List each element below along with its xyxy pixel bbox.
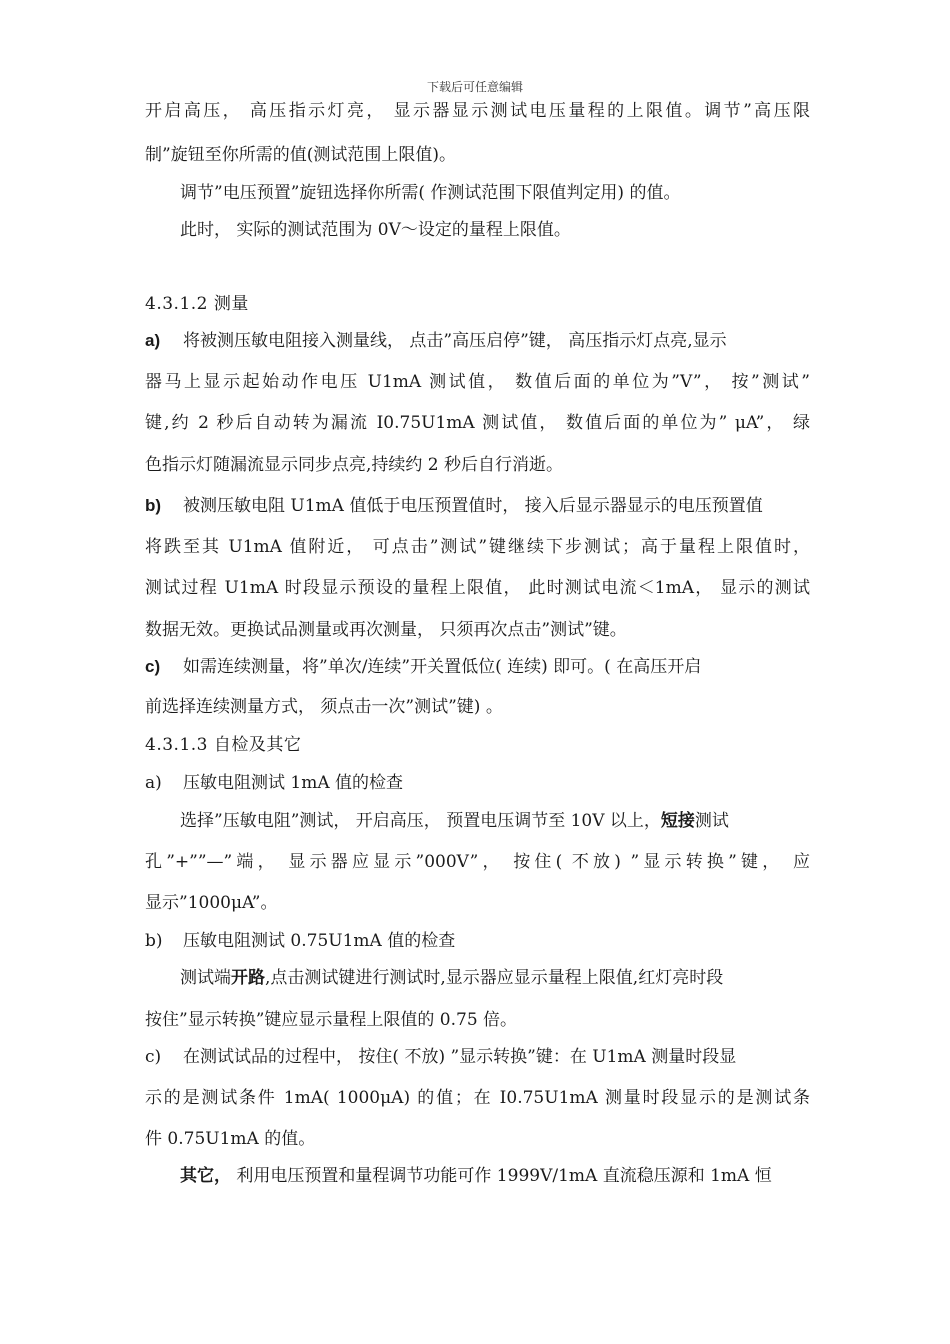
- text-run: 测试: [694, 811, 729, 831]
- list-item: [145, 773, 810, 793]
- header-note: 下载后可任意编辑: [426, 80, 523, 94]
- list-label: b): [145, 496, 162, 515]
- paragraph-line: 此时， 实际的测试范围为 0V～设定的量程上限值。: [180, 220, 571, 240]
- paragraph-line: [180, 1166, 845, 1186]
- list-label: c): [145, 1047, 162, 1067]
- list-item: [145, 496, 810, 516]
- bold-term: 开路: [231, 968, 265, 988]
- list-text: 被测压敏电阻 U1mA 值低于电压预置值时， 接入后显示器显示的电压预置值: [183, 496, 763, 516]
- paragraph-line: 显示”1000μA”。: [145, 893, 278, 913]
- list-text: 压敏电阻测试 1mA 值的检查: [183, 773, 404, 793]
- section-heading: 4.3.1.2 测量: [145, 294, 249, 314]
- list-label: a): [145, 773, 162, 793]
- list-label: c): [145, 657, 161, 676]
- list-text: 在测试试品的过程中， 按住( 不放) ”显示转换”键：在 U1mA 测量时段显: [183, 1047, 737, 1067]
- list-item: [145, 331, 810, 351]
- bold-term: 其它，: [180, 1166, 231, 1186]
- paragraph-line: 开启高压， 高压指示灯亮， 显示器显示测试电压量程的上限值。调节”高压限: [145, 101, 810, 121]
- paragraph-line: 制”旋钮至你所需的值(测试范围上限值)。: [145, 145, 456, 165]
- paragraph-line: 测试过程 U1mA 时段显示预设的量程上限值， 此时测试电流＜1mA， 显示的测试: [145, 578, 810, 598]
- text-run: 选择”压敏电阻”测试， 开启高压， 预置电压调节至 10V 以上，: [180, 811, 661, 831]
- list-item: [145, 931, 810, 951]
- paragraph-line: [180, 968, 845, 988]
- paragraph-line: 器马上显示起始动作电压 U1mA 测试值， 数值后面的单位为”V”， 按”测试”: [145, 372, 810, 392]
- text-run: 利用电压预置和量程调节功能可作 1999V/1mA 直流稳压源和 1mA 恒: [231, 1166, 772, 1186]
- list-text: 压敏电阻测试 0.75U1mA 值的检查: [183, 931, 456, 951]
- text-run: ,点击测试键进行测试时,显示器应显示量程上限值,红灯亮时段: [265, 968, 724, 988]
- list-text: 将被测压敏电阻接入测量线， 点击”高压启停”键， 高压指示灯点亮,显示: [183, 331, 727, 351]
- paragraph-line: 数据无效。更换试品测量或再次测量， 只须再次点击”测试”键。: [145, 620, 627, 640]
- list-label: b): [145, 931, 163, 951]
- paragraph-line: 件 0.75U1mA 的值。: [145, 1129, 316, 1149]
- list-label: a): [145, 331, 161, 350]
- list-item: [145, 657, 810, 677]
- paragraph-line: 孔”+””—”端， 显示器应显示”000V”， 按住( 不放) ”显示转换”键， 应: [145, 852, 810, 872]
- paragraph-line: 键,约 2 秒后自动转为漏流 I0.75U1mA 测试值， 数值后面的单位为” μA”， 绿: [145, 413, 810, 433]
- paragraph-line: 色指示灯随漏流显示同步点亮,持续约 2 秒后自行消逝。: [145, 455, 564, 475]
- paragraph-line: 调节”电压预置”旋钮选择你所需( 作测试范围下限值判定用) 的值。: [180, 183, 681, 203]
- bold-term: 短接: [660, 811, 695, 831]
- list-text: 如需连续测量，将”单次/连续”开关置低位( 连续) 即可。( 在高压开启: [183, 657, 702, 677]
- paragraph-line: 示的是测试条件 1mA( 1000μA) 的值；在 I0.75U1mA 测量时段显示的是测试条: [145, 1088, 810, 1108]
- paragraph-line: [180, 811, 845, 831]
- paragraph-line: 前选择连续测量方式， 须点击一次”测试”键) 。: [145, 697, 503, 717]
- paragraph-line: 按住”显示转换”键应显示量程上限值的 0.75 倍。: [145, 1010, 518, 1030]
- section-heading: 4.3.1.3 自检及其它: [145, 735, 302, 755]
- text-run: 测试端: [180, 968, 231, 988]
- paragraph-line: 将跌至其 U1mA 值附近， 可点击”测试”键继续下步测试；高于量程上限值时，: [145, 537, 810, 557]
- list-item: [145, 1047, 810, 1067]
